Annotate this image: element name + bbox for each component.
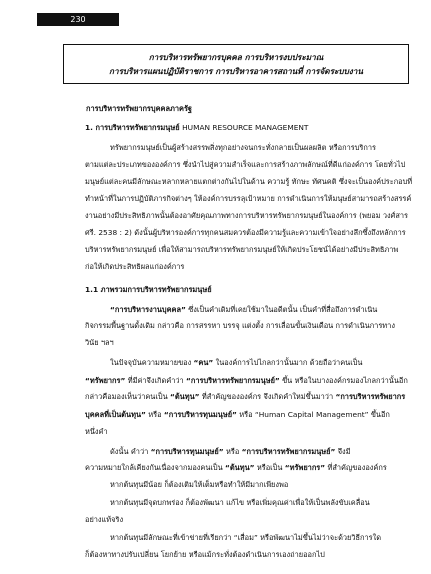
- body-line: [110, 447, 351, 457]
- text-segment: กิจกรรมพื้นฐานดั้งเดิม กล่าวคือ การสรรหา บรรจุ แต่งตั้ง การเลื่อนขั้นเงินเดือน การดำเนินการทาง: [85, 321, 395, 330]
- text-segment: ที่สำคัญขององค์กร: [325, 463, 387, 472]
- bold-text: “การบริหารทุนมนุษย์”: [150, 447, 224, 456]
- body-line: [85, 123, 308, 133]
- text-segment: จึงมี: [335, 447, 351, 456]
- bold-text: “ต้นทุน”: [169, 392, 200, 401]
- body-line: [110, 305, 377, 315]
- text-segment: ขึ้นอีก: [368, 410, 390, 419]
- text-segment: “Human Capital Management”: [254, 410, 369, 419]
- body-line: [85, 245, 398, 255]
- text-segment: หรือเป็น: [254, 463, 285, 472]
- body-line: [85, 338, 114, 348]
- bold-text: “ทรัพยากร”: [284, 463, 326, 472]
- body-line: [85, 392, 405, 402]
- text-segment: ที่มีค่าจึงเกิดคำว่า: [125, 376, 187, 385]
- text-segment: วินัย ฯลฯ: [85, 338, 114, 347]
- body-line: [85, 177, 412, 187]
- text-segment: ตามแต่ละประเภทขององค์การ ซึ่งนำไปสู่ความสำเร็จและการสร้างภาพลักษณ์ที่ดีแก่องค์การ โดยทั่วไป: [85, 160, 406, 169]
- text-segment: หรือ: [223, 447, 242, 456]
- body-line: [110, 358, 362, 368]
- text-segment: บริหารทรัพยากรมนุษย์ เพื่อให้สามารถบริหารทรัพยากรมนุษย์ให้เกิดประโยชน์ได้อย่างมีประสิทธิภาพ: [85, 245, 399, 254]
- text-segment: หากต้นทุนมีลักษณะที่เข้าข่ายที่เรียกว่า “เสื่อม” หรือพัฒนาไม่ขึ้นไม่ว่าจะด้วยวิธีการใด: [110, 533, 382, 542]
- bold-text: “ต้นทุน”: [225, 463, 255, 472]
- text-segment: มนุษย์แต่ละคนมีลักษณะหลากหลายแตกต่างกันไปในด้าน ความรู้ ทักษะ ทัศนคติ ซึ่งจะเป็นองค์ประกอบที่: [85, 177, 413, 186]
- text-segment: ขึ้น หรือในบางองค์กรมองไกลกว่านั้นอีก: [279, 376, 408, 385]
- bold-text: 1.1 ภาพรวมการบริหารทรัพยากรมนุษย์: [85, 285, 212, 294]
- body-line: [85, 427, 108, 437]
- bold-text: “การบริหารงานบุคคล”: [110, 305, 186, 314]
- bold-text: “การบริหารทุนมนุษย์”: [163, 410, 237, 419]
- text-segment: หากต้นทุนมีน้อย ก็ต้องเติมให้เต็มหรือทำให้มีมากเพียงพอ: [110, 480, 289, 489]
- body-line: [85, 515, 123, 525]
- text-segment: ดังนั้น คำว่า: [110, 447, 151, 456]
- text-segment: ในองค์การไปไกลกว่านั้นมาก ด้วยถือว่าคนเป็น: [213, 358, 363, 367]
- body-line: [86, 104, 192, 114]
- text-segment: หรือ: [145, 410, 164, 419]
- body-line: [85, 194, 411, 204]
- text-segment: หรือ: [236, 410, 255, 419]
- text-segment: HUMAN RESOURCE MANAGEMENT: [182, 123, 309, 132]
- body-line: [85, 376, 408, 386]
- bold-text: “การบริหารทรัพยากรมนุษย์”: [186, 376, 280, 385]
- body-line: [85, 228, 406, 238]
- body-line: [85, 211, 408, 221]
- body-line: [110, 143, 376, 153]
- bold-text: “คน”: [193, 358, 214, 367]
- bold-text: “การบริหารทรัพยากร: [335, 392, 406, 401]
- text-segment: ทรัพยากรมนุษย์เป็นผู้สร้างสรรพสิ่งทุกอย่างจนกระทั่งกลายเป็นผลผลิต หรือการบริการ: [110, 143, 376, 152]
- title-line-2: การบริหารแผนปฏิบัติราชการ การบริหารอาคารสถานที่ การจัดระบบงาน: [109, 66, 363, 76]
- bold-text: การบริหารทรัพยากรบุคคลภาครัฐ: [86, 104, 193, 113]
- text-segment: หนึ่งคำ: [85, 427, 108, 436]
- page-number-badge: 230: [37, 13, 119, 26]
- text-segment: ศรี. 2538 : 2) ดังนั้นผู้บริหารองค์การทุกคนสมควรต้องมีความรู้และความเข้าใจอย่างลึกซึ้งถึงหลักการ: [85, 228, 406, 237]
- text-segment: กล่าวคือมองเห็นว่าคนเป็น: [85, 392, 170, 401]
- body-line: [85, 550, 325, 560]
- title-line-1: การบริหารทรัพยากรบุคคล การบริหารงบประมาณ: [148, 52, 324, 62]
- text-segment: หากต้นทุนมีจุดบกพร่อง ก็ต้องพัฒนา แก้ไข หรือเพิ่มคุณค่าเพื่อให้เป็นพลังขับเคลื่อน: [110, 498, 370, 507]
- bold-text: 1. การบริหารทรัพยากรมนุษย์: [85, 123, 183, 132]
- bold-text: บุคคลที่เป็นต้นทุน”: [85, 410, 146, 419]
- body-line: [85, 160, 405, 170]
- bold-text: “การบริหารทรัพยากรมนุษย์”: [241, 447, 336, 456]
- text-segment: ก่อให้เกิดประสิทธิผลแก่องค์การ: [85, 262, 185, 271]
- text-segment: ทำหน้าที่ในการปฏิบัติภารกิจต่างๆ ให้องค์การบรรลุเป้าหมาย การดำเนินการให้มนุษย์สามารถสร้างสรรค์: [85, 194, 412, 203]
- text-segment: ก็ต้องหาทางปรับเปลี่ยน โยกย้าย หรือแม้กระทั่งต้องดำเนินการเองถ่ายออกไป: [85, 550, 325, 559]
- body-line: [85, 321, 395, 331]
- text-segment: ที่สำคัญขององค์กร จึงเกิดคำใหม่ขึ้นมาว่า: [199, 392, 336, 401]
- text-segment: ความหมายใกล้เคียงกันเนื่องจากมองคนเป็น: [85, 463, 226, 472]
- body-line: [110, 498, 370, 508]
- body-line: [110, 533, 381, 543]
- text-segment: งานอย่างมีประสิทธิภาพนั้นต้องอาศัยคุณภาพทางการบริหารทรัพยากรมนุษย์ในองค์การ (พยอม วงศ์สาร: [85, 211, 408, 220]
- body-line: [85, 463, 387, 473]
- body-line: [110, 480, 288, 490]
- body-line: [85, 410, 390, 420]
- title-box: [63, 44, 409, 84]
- bold-text: “ทรัพยากร”: [85, 376, 126, 385]
- text-segment: ในปัจจุบันความหมายของ: [110, 358, 194, 367]
- body-line: [85, 285, 212, 295]
- body-line: [85, 262, 184, 272]
- text-segment: ซึ่งเป็นคำเดิมที่เคยใช้มาในอดีตนั้น เป็นคำที่สื่อถึงการดำเนิน: [185, 305, 378, 314]
- text-segment: อย่างแท้จริง: [85, 515, 124, 524]
